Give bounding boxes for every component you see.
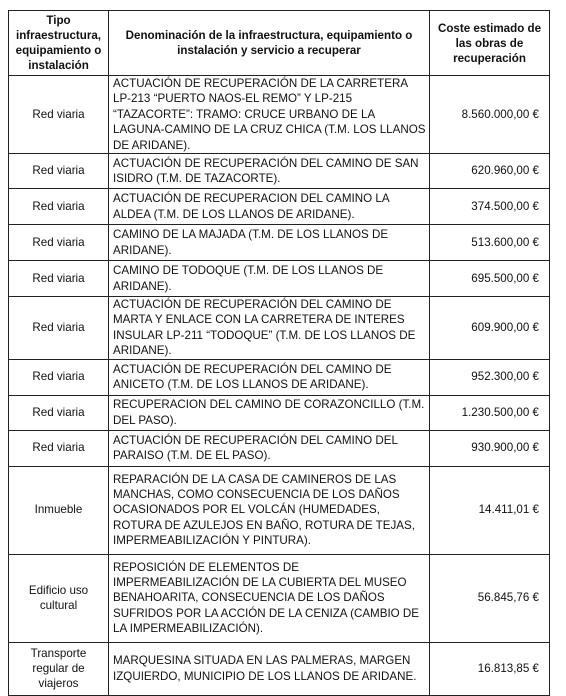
- cell-denominacion: REPARACIÓN DE LA CASA DE CAMINEROS DE LAS MANCHAS, COMO CONSECUENCIA DE LOS DAÑOS OCASIONADOS POR EL VOLCÁN (HUMEDADES, ROTURA DE AZULEJOS EN BAÑO, ROTURA DE TEJAS, IMPERMEABILIZACIÓN Y PINTURA).: [109, 466, 430, 554]
- header-tipo: Tipo infraestructura, equipamiento o instalación: [9, 11, 109, 76]
- cell-tipo: Inmueble: [9, 466, 109, 554]
- cell-tipo: Red viaria: [9, 225, 109, 261]
- cell-coste: 930.900,00 €: [430, 430, 550, 466]
- cell-tipo: Red viaria: [9, 359, 109, 395]
- table-row: [9, 466, 550, 554]
- cell-denominacion: ACTUACIÓN DE RECUPERACIÓN DEL CAMINO DEL PARAISO (T.M. DE EL PASO).: [109, 430, 430, 466]
- table-row: [9, 642, 550, 695]
- cell-tipo: Edificio uso cultural: [9, 554, 109, 642]
- cell-denominacion: ACTUACIÓN DE RECUPERACIÓN DEL CAMINO DE MARTA Y ENLACE CON LA CARRETERA DE INTERES INSULAR LP-211 “TODOQUE” (T.M. DE LOS LLANOS DE ARIDANE).: [109, 297, 430, 360]
- cell-coste: 620.960,00 €: [430, 154, 550, 189]
- table-row: [9, 430, 550, 466]
- cell-tipo: Red viaria: [9, 154, 109, 189]
- cell-denominacion: ACTUACIÓN DE RECUPERACIÓN DEL CAMINO DE ANICETO (T.M. DE LOS LLANOS DE ARIDANE).: [109, 359, 430, 395]
- cell-coste: 16.813,85 €: [430, 642, 550, 695]
- cell-denominacion: ACTUACIÓN DE RECUPERACIÓN DE LA CARRETERA LP-213 “PUERTO NAOS-EL REMO” Y LP-215 “TAZACORTE”: TRAMO: CRUCE URBANO DE LA LAGUNA-CAMINO DE LA CRUZ CHICA (T.M. LOS LLANOS DE ARIDANE).: [109, 76, 430, 154]
- table-header-row: [9, 11, 550, 76]
- table-row: [9, 76, 550, 154]
- cell-coste: 56.845,76 €: [430, 554, 550, 642]
- table-row: [9, 297, 550, 360]
- cell-denominacion: CAMINO DE LA MAJADA (T.M. DE LOS LLANOS DE ARIDANE).: [109, 225, 430, 261]
- table-row: [9, 189, 550, 225]
- cell-coste: 14.411,01 €: [430, 466, 550, 554]
- cell-coste: 374.500,00 €: [430, 189, 550, 225]
- header-denominacion: Denominación de la infraestructura, equipamiento o instalación y servicio a recuperar: [109, 11, 430, 76]
- cell-denominacion: MARQUESINA SITUADA EN LAS PALMERAS, MARGEN IZQUIERDO, MUNICIPIO DE LOS LLANOS DE ARIDANE.: [109, 642, 430, 695]
- cell-coste: 8.560.000,00 €: [430, 76, 550, 154]
- cell-tipo: Red viaria: [9, 430, 109, 466]
- cell-coste: 952.300,00 €: [430, 359, 550, 395]
- header-coste: Coste estimado de las obras de recuperación: [430, 11, 550, 76]
- table-row: [9, 154, 550, 189]
- table-row: [9, 261, 550, 297]
- cell-denominacion: RECUPERACION DEL CAMINO DE CORAZONCILLO (T.M. DEL PASO).: [109, 395, 430, 430]
- table-row: [9, 554, 550, 642]
- cell-tipo: Transporte regular de viajeros: [9, 642, 109, 695]
- cell-denominacion: ACTUACIÓN DE RECUPERACIÓN DEL CAMINO DE SAN ISIDRO (T.M. DE TAZACORTE).: [109, 154, 430, 189]
- table-row: [9, 225, 550, 261]
- cell-coste: 1.230.500,00 €: [430, 395, 550, 430]
- cell-denominacion: CAMINO DE TODOQUE (T.M. DE LOS LLANOS DE ARIDANE).: [109, 261, 430, 297]
- cell-coste: 609.900,00 €: [430, 297, 550, 360]
- cell-tipo: Red viaria: [9, 189, 109, 225]
- cell-denominacion: REPOSICIÓN DE ELEMENTOS DE IMPERMEABILIZACIÓN DE LA CUBIERTA DEL MUSEO BENAHOARITA, CONSECUENCIA DE LOS DAÑOS SUFRIDOS POR LA ACCIÓN DE LA CENIZA (CAMBIO DE LA IMPERMEABILIZACIÓN).: [109, 554, 430, 642]
- table-row: [9, 395, 550, 430]
- recovery-costs-table: [8, 10, 550, 696]
- table-row: [9, 359, 550, 395]
- cell-tipo: Red viaria: [9, 297, 109, 360]
- cell-coste: 695.500,00 €: [430, 261, 550, 297]
- cell-tipo: Red viaria: [9, 76, 109, 154]
- cell-tipo: Red viaria: [9, 261, 109, 297]
- cell-coste: 513.600,00 €: [430, 225, 550, 261]
- cell-tipo: Red viaria: [9, 395, 109, 430]
- cell-denominacion: ACTUACIÓN DE RECUPERACION DEL CAMINO LA ALDEA (T.M. DE LOS LLANOS DE ARIDANE).: [109, 189, 430, 225]
